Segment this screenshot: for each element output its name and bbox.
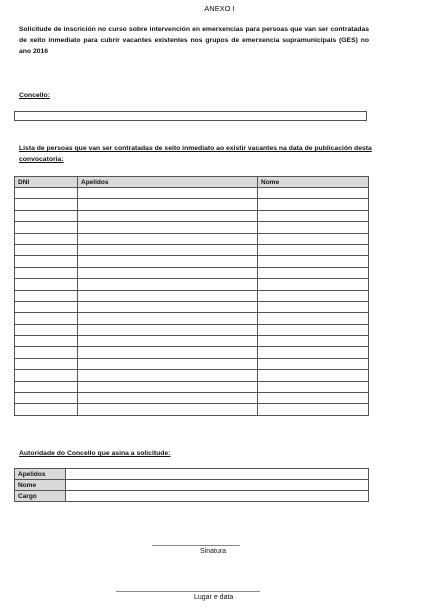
concello-label: Concello: xyxy=(19,92,50,99)
cell-nome[interactable] xyxy=(258,347,369,358)
cell-dni[interactable] xyxy=(15,222,78,233)
cell-dni[interactable] xyxy=(15,256,78,267)
authority-label-cargo: Cargo xyxy=(15,491,66,502)
place-date-label: Lugar e data xyxy=(194,594,234,601)
cell-apelidos[interactable] xyxy=(78,347,258,358)
cell-apelidos[interactable] xyxy=(78,188,258,199)
cell-apelidos[interactable] xyxy=(78,199,258,210)
table-row xyxy=(15,393,369,404)
cell-apelidos[interactable] xyxy=(78,370,258,381)
list-label: Lista de persoas que van ser contratadas de xeito inmediato ao existir vacantes na data de publicación desta convocatoria: xyxy=(19,145,372,163)
authority-input-nome[interactable] xyxy=(66,480,369,491)
cell-apelidos[interactable] xyxy=(78,324,258,335)
table-row xyxy=(15,279,369,290)
cell-dni[interactable] xyxy=(15,244,78,255)
cell-nome[interactable] xyxy=(258,313,369,324)
cell-nome[interactable] xyxy=(258,233,369,244)
cell-nome[interactable] xyxy=(258,267,369,278)
cell-apelidos[interactable] xyxy=(78,358,258,369)
cell-dni[interactable] xyxy=(15,267,78,278)
table-row xyxy=(15,301,369,312)
cell-nome[interactable] xyxy=(258,290,369,301)
cell-apelidos[interactable] xyxy=(78,267,258,278)
authority-row-nome xyxy=(15,480,369,491)
people-table-body xyxy=(15,188,369,416)
cell-apelidos[interactable] xyxy=(78,244,258,255)
cell-dni[interactable] xyxy=(15,188,78,199)
cell-nome[interactable] xyxy=(258,199,369,210)
column-header-nome: Nome xyxy=(258,177,369,188)
table-row xyxy=(15,313,369,324)
cell-dni[interactable] xyxy=(15,210,78,221)
table-row xyxy=(15,244,369,255)
table-row xyxy=(15,358,369,369)
cell-nome[interactable] xyxy=(258,404,369,415)
cell-nome[interactable] xyxy=(258,358,369,369)
authority-label: Autoridade do Concello que asina a solicitude: xyxy=(19,450,171,457)
cell-dni[interactable] xyxy=(15,393,78,404)
authority-table xyxy=(14,468,369,502)
cell-nome[interactable] xyxy=(258,279,369,290)
table-row xyxy=(15,210,369,221)
table-row xyxy=(15,188,369,199)
authority-row-cargo xyxy=(15,491,369,502)
table-row xyxy=(15,370,369,381)
cell-apelidos[interactable] xyxy=(78,290,258,301)
cell-apelidos[interactable] xyxy=(78,393,258,404)
authority-label-apelidos: Apelidos xyxy=(15,469,66,480)
table-row xyxy=(15,290,369,301)
cell-dni[interactable] xyxy=(15,404,78,415)
signature-label: Sinatura xyxy=(200,548,227,555)
cell-apelidos[interactable] xyxy=(78,301,258,312)
cell-nome[interactable] xyxy=(258,222,369,233)
place-date-line xyxy=(116,591,260,592)
table-row xyxy=(15,336,369,347)
cell-nome[interactable] xyxy=(258,244,369,255)
cell-apelidos[interactable] xyxy=(78,404,258,415)
cell-dni[interactable] xyxy=(15,347,78,358)
authority-row-apelidos xyxy=(15,469,369,480)
cell-apelidos[interactable] xyxy=(78,279,258,290)
intro-text: Solicitude de inscrición no curso sobre intervención en emerxencias para persoas que van ser contratadas de xeito inmediato para cubrir vacantes existentes nos grupos de emerxencia supramunicipais (GES) no ano 2016 xyxy=(19,26,369,55)
cell-apelidos[interactable] xyxy=(78,256,258,267)
cell-nome[interactable] xyxy=(258,370,369,381)
cell-apelidos[interactable] xyxy=(78,222,258,233)
annex-title: ANEXO I xyxy=(204,4,235,13)
cell-apelidos[interactable] xyxy=(78,210,258,221)
table-row xyxy=(15,233,369,244)
authority-label-nome: Nome xyxy=(15,480,66,491)
cell-dni[interactable] xyxy=(15,279,78,290)
column-header-apelidos: Apelidos xyxy=(78,177,258,188)
cell-apelidos[interactable] xyxy=(78,313,258,324)
table-row xyxy=(15,199,369,210)
cell-dni[interactable] xyxy=(15,324,78,335)
cell-dni[interactable] xyxy=(15,301,78,312)
cell-nome[interactable] xyxy=(258,336,369,347)
table-row xyxy=(15,381,369,392)
table-row xyxy=(15,324,369,335)
cell-dni[interactable] xyxy=(15,199,78,210)
table-row xyxy=(15,256,369,267)
cell-apelidos[interactable] xyxy=(78,233,258,244)
signature-line xyxy=(152,545,240,546)
cell-nome[interactable] xyxy=(258,188,369,199)
cell-apelidos[interactable] xyxy=(78,336,258,347)
cell-dni[interactable] xyxy=(15,358,78,369)
people-table xyxy=(14,176,369,416)
cell-dni[interactable] xyxy=(15,233,78,244)
cell-dni[interactable] xyxy=(15,370,78,381)
cell-nome[interactable] xyxy=(258,324,369,335)
table-row xyxy=(15,222,369,233)
cell-dni[interactable] xyxy=(15,336,78,347)
cell-nome[interactable] xyxy=(258,301,369,312)
cell-dni[interactable] xyxy=(15,313,78,324)
table-row xyxy=(15,404,369,415)
cell-apelidos[interactable] xyxy=(78,381,258,392)
people-table-header xyxy=(15,177,369,188)
concello-field[interactable] xyxy=(14,111,367,121)
cell-dni[interactable] xyxy=(15,290,78,301)
cell-nome[interactable] xyxy=(258,381,369,392)
cell-nome[interactable] xyxy=(258,256,369,267)
table-row xyxy=(15,267,369,278)
table-row xyxy=(15,347,369,358)
column-header-dni: DNI xyxy=(15,177,78,188)
cell-nome[interactable] xyxy=(258,210,369,221)
authority-input-apelidos[interactable] xyxy=(66,469,369,480)
authority-input-cargo[interactable] xyxy=(66,491,369,502)
cell-dni[interactable] xyxy=(15,381,78,392)
cell-nome[interactable] xyxy=(258,393,369,404)
